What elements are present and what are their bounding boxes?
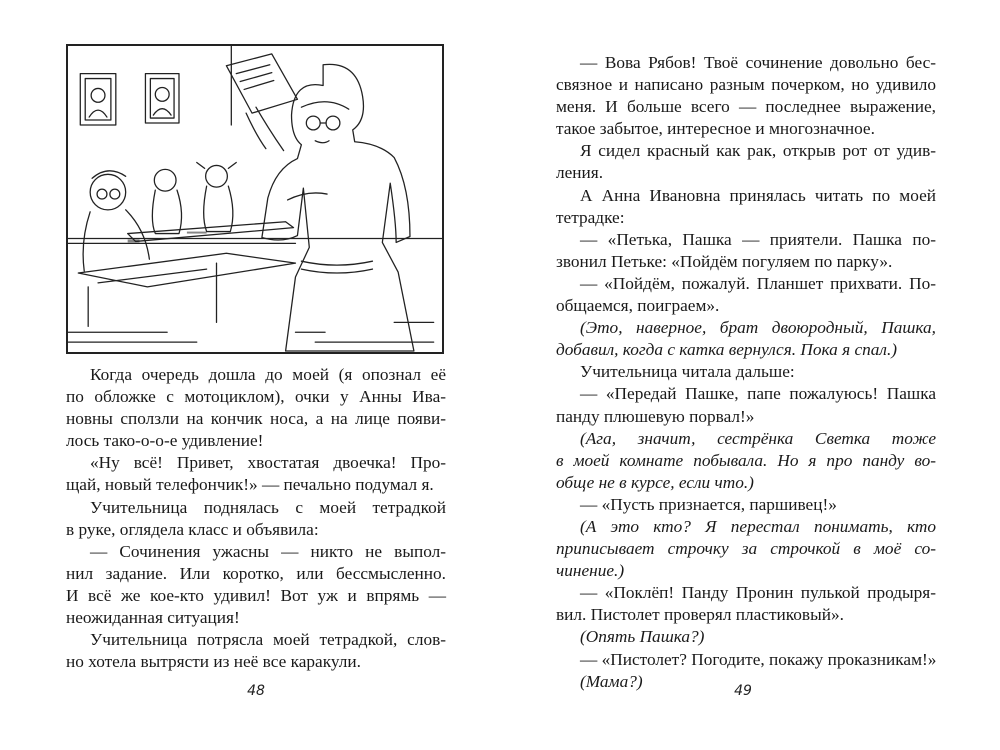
left-body-text [66, 364, 446, 673]
text-line: А Анна Ивановна принялась читать по моей [580, 185, 936, 205]
text-line: такое забытое, интересное и многозначное. [556, 119, 875, 139]
text-line: Когда очередь дошла до моей (я опознал её [90, 365, 446, 384]
page-number-right: 49 [734, 683, 752, 699]
page-number-left: 48 [247, 683, 265, 699]
text-line: вил. Пистолет проверял пластиковый». [556, 605, 844, 625]
text-line: (А это кто? Я перестал понимать, кто [580, 516, 936, 536]
text-line: (Опять Пашка?) [580, 627, 705, 647]
text-line: Учительница поднялась с моей тетрадкой [90, 497, 446, 517]
classroom-illustration [66, 44, 444, 354]
text-line: по обложке с мотоциклом), очки у Анны Ива- [66, 387, 446, 407]
text-line: тетрадке: [556, 207, 625, 227]
boy-head [90, 174, 126, 210]
text-line: — «Поклёп! Панду Пронин пулькой продыря- [580, 583, 936, 603]
right-body-text [556, 52, 936, 693]
text-line: — Сочинения ужасны — никто не выпол- [90, 541, 446, 561]
text-line: новны сползли на кончик носа, а на лице появи- [66, 409, 446, 429]
text-line: (Ага, значит, сестрёнка Светка тоже [580, 428, 936, 448]
classroom-drawing [68, 46, 442, 352]
text-line: — «Пусть признается, паршивец!» [580, 494, 837, 514]
text-line: меня. И больше всего — последнее выражение, [556, 97, 936, 117]
text-line: лось тако-о-о-е удивление! [66, 431, 264, 451]
text-line: — «Петька, Пашка — приятели. Пашка по- [580, 229, 936, 249]
text-line: Учительница потрясла моей тетрадкой, слов- [90, 630, 446, 650]
text-line: И всё же кое-кто удивил! Вот уж и впрямь — [66, 585, 446, 605]
text-line: — «Передай Пашке, папе пожалуюсь! Пашка [580, 384, 936, 404]
text-line: обще не в курсе, если что.) [556, 472, 754, 492]
text-line: — «Пойдём, пожалуй. Планшет прихвати. По- [580, 273, 936, 293]
text-line: в руке, оглядела класс и объявила: [66, 519, 319, 539]
text-line: добавил, когда с катка вернулся. Пока я спал.) [556, 340, 898, 360]
text-line: — Вова Рябов! Твоё сочинение довольно бес- [580, 53, 936, 72]
girl-head-1 [154, 169, 176, 191]
right-page [500, 0, 1000, 750]
text-line: связное и написано разным почерком, но удивило [556, 75, 936, 95]
text-line: панду плюшевую порвал!» [556, 406, 755, 426]
girl-head-2 [206, 165, 228, 187]
text-line: «Ну всё! Привет, хвостатая двоечка! Про- [90, 453, 446, 473]
text-line: приписывает строчку за строчкой в моё со- [556, 539, 936, 559]
text-line: Учительница читала дальше: [580, 362, 795, 382]
text-line: чинение.) [556, 561, 625, 581]
text-line: но хотела вытрясти из неё все каракули. [66, 652, 361, 672]
text-line: щай, новый телефончик!» — печально подумал я. [66, 475, 434, 495]
text-line: общаемся, поиграем». [556, 296, 720, 316]
text-line: звонил Петьке: «Пойдём погуляем по парку». [556, 251, 893, 271]
text-line: — «Пистолет? Погодите, покажу проказникам!» [580, 649, 937, 669]
text-line: (Мама?) [580, 671, 643, 691]
text-line: нил задание. Или коротко, или бессмысленно. [66, 563, 446, 583]
text-line: (Это, наверное, брат двоюродный, Пашка, [580, 318, 936, 338]
text-line: ления. [556, 163, 604, 183]
text-line: неожиданная ситуация! [66, 608, 240, 628]
text-line: в моей комнате побывала. Но я про панду во- [556, 450, 936, 470]
text-line: Я сидел красный как рак, открыв рот от удив- [580, 141, 936, 161]
